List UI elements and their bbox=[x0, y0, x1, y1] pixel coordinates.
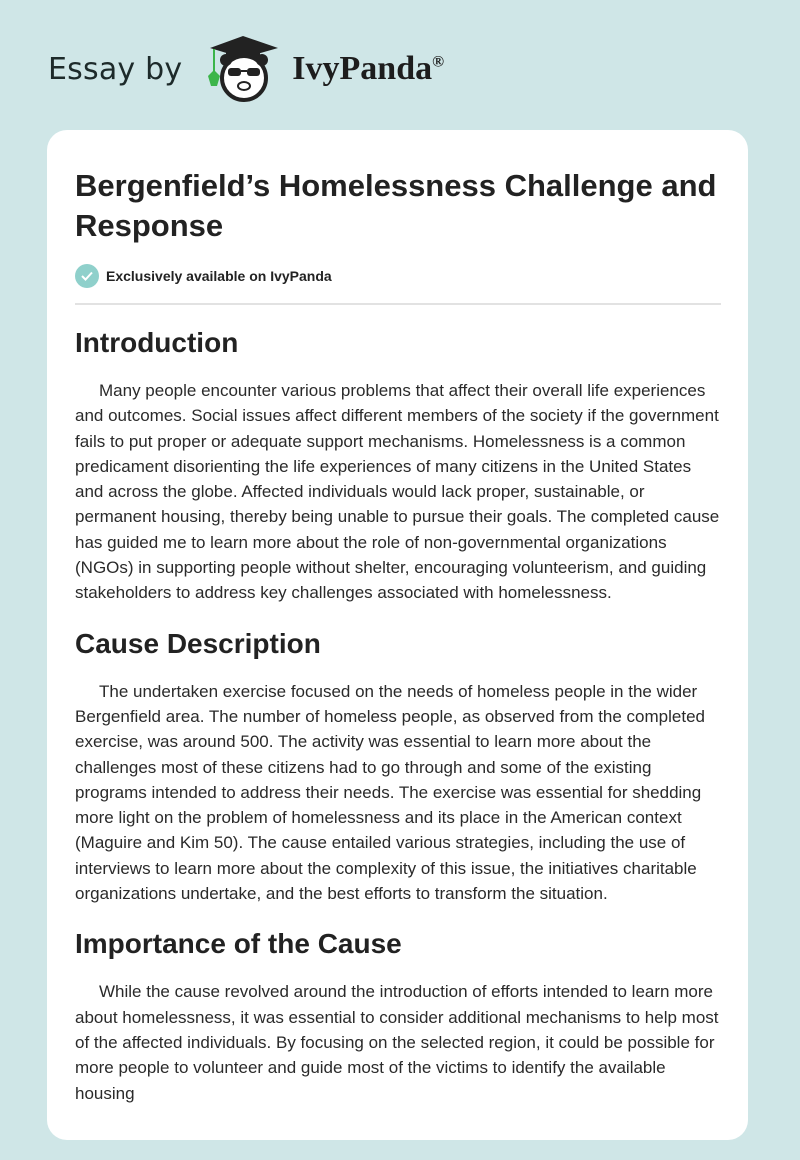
exclusive-badge bbox=[75, 264, 721, 288]
site-header bbox=[48, 34, 444, 104]
section-heading: Importance of the Cause bbox=[75, 928, 402, 960]
section-heading: Introduction bbox=[75, 327, 239, 358]
brand-text: IvyPanda bbox=[292, 50, 433, 87]
panda-logo-icon[interactable] bbox=[200, 34, 286, 104]
registered-mark: ® bbox=[432, 53, 445, 71]
section-paragraph: While the cause revolved around the introduction of efforts intended to learn more about homelessness, it was essential to consider additional mechanisms to help most of the affected individuals. By focusing on the selected region, it could be possible for more people to volunteer and guide most of the victims to identify the available housing bbox=[75, 982, 719, 1103]
section-paragraph: The undertaken exercise focused on the needs of homeless people in the wider Bergenfield area. The number of homeless people, as observed from the completed exercise, was around 500. The activity was essential to learn more about the challenges most of these citizens had to go through and some of the existing programs intended to address their needs. The exercise was essential for shedding more light on the problem of homelessness and its place in the American context (Maguire and Kim 50). The cause entailed various strategies, including the use of interviews to learn more about the complexity of this issue, the initiatives charitable organizations undertake, and the best efforts to transform the situation. bbox=[75, 681, 705, 904]
brand-name[interactable] bbox=[292, 50, 444, 88]
exclusive-text: Exclusively available on IvyPanda bbox=[106, 268, 332, 284]
section-paragraph: Many people encounter various problems that affect their overall life experiences and outcomes. Social issues affect different members of the society if the government fails to put proper or adequate support mechanisms. Homelessness is a common predicament disorienting the life experiences of many citizens in the United States and across the globe. Affected individuals would lack proper, sustainable, or permanent housing, thereby being unable to pursue their goals. The completed cause has guided me to learn more about the role of non-governmental organizations (NGOs) in supporting people without shelter, encouraging volunteerism, and guiding stakeholders to address key challenges associated with homelessness. bbox=[75, 381, 720, 603]
essay-title: Bergenfield’s Homelessness Challenge and Response bbox=[75, 168, 717, 243]
essay-by-label: Essay by bbox=[48, 51, 183, 87]
divider bbox=[75, 303, 721, 305]
essay-card bbox=[47, 130, 748, 1140]
section-heading: Cause Description bbox=[75, 627, 321, 659]
check-icon bbox=[75, 264, 99, 288]
